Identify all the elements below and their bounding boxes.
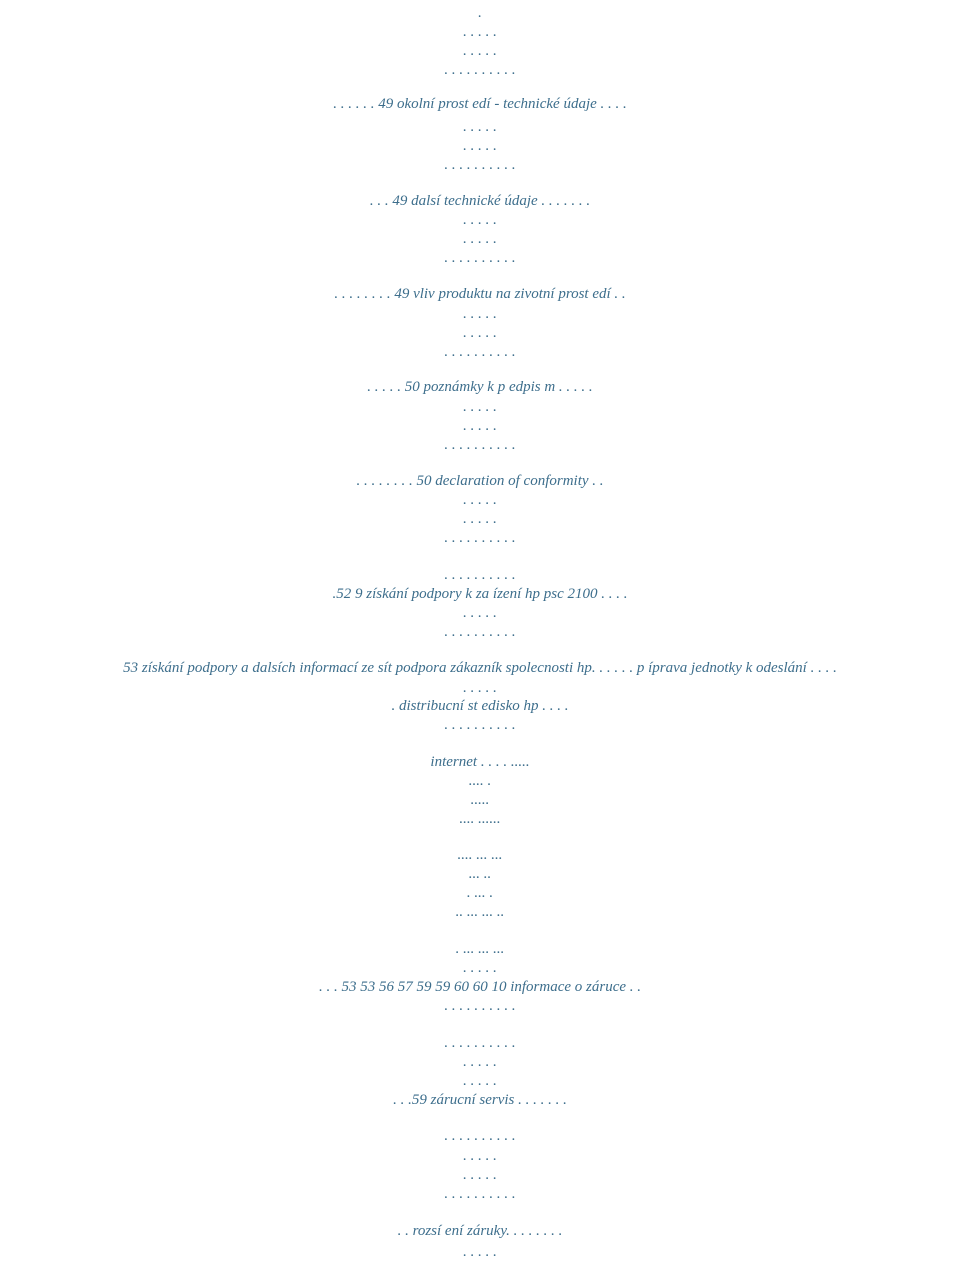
toc-entry-environment-technical-data[interactable]: . . . . . . 49 okolní prost edí - technické údaje . . . . (333, 96, 627, 112)
toc-line: . . . . . (463, 399, 497, 415)
toc-line: . . . . . (463, 1073, 497, 1089)
toc-line: . . . . . . . . . . (444, 250, 516, 266)
toc-line: .... ... ... (457, 847, 503, 863)
toc-line: . . . . . (463, 680, 497, 696)
toc-line: . . . . . (463, 231, 497, 247)
toc-line: . . . . . (463, 1244, 497, 1260)
toc-line: . . . . . . . . . . (444, 998, 516, 1014)
toc-line: . . . . . (463, 212, 497, 228)
toc-entry-regulatory-notes[interactable]: . . . . . 50 poznámky k p edpis m . . . . . (367, 379, 593, 395)
toc-line: . . . . . (463, 1054, 497, 1070)
toc-line: . . . . . . . . . . (444, 1035, 516, 1051)
toc-entry-device-support[interactable]: .52 9 získání podpory k za ízení hp psc 2100 . . . . (332, 586, 628, 602)
toc-entry-internet[interactable]: internet . . . . ..... (430, 754, 530, 770)
toc-line: . . . . . . . . . . (444, 344, 516, 360)
toc-line: . . . . . . . . . . (444, 530, 516, 546)
toc-entry-warranty-information[interactable]: . . . 53 53 56 57 59 59 60 60 10 informace o záruce . . (318, 979, 642, 995)
toc-line: . . . . . (463, 1167, 497, 1183)
toc-line: . . . . . (463, 119, 497, 135)
toc-line: . . . . . . . . . . (444, 1186, 516, 1202)
toc-line: . . . . . . . . . . (444, 157, 516, 173)
toc-line: . . . . . (463, 24, 497, 40)
toc-line: . . . . . . . . . . (444, 437, 516, 453)
toc-line: . . . . . (463, 138, 497, 154)
toc-entry-warranty-service[interactable]: . . .59 zárucní servis . . . . . . . (393, 1092, 567, 1108)
toc-entry-distribution-center[interactable]: . distribucní st edisko hp . . . . (391, 698, 569, 714)
toc-line: . . . . . (463, 511, 497, 527)
toc-entry-environmental-impact[interactable]: . . . . . . . . 49 vliv produktu na zivotní prost edí . . (334, 286, 626, 302)
toc-line: .. ... ... .. (455, 904, 505, 920)
toc-line: . . . . . (463, 492, 497, 508)
toc-line: . ... ... ... (455, 941, 505, 957)
toc-line: . . . . . (463, 43, 497, 59)
toc-entry-warranty-extension[interactable]: . . rozsí ení záruky. . . . . . . . (397, 1223, 563, 1239)
toc-line: ..... (470, 792, 490, 808)
toc-line: . . . . . (463, 605, 497, 621)
toc-entry-declaration-of-conformity[interactable]: . . . . . . . . 50 declaration of conformity . . (356, 473, 604, 489)
toc-entry-other-technical-data[interactable]: . . . 49 dalsí technické údaje . . . . . . . (369, 193, 591, 209)
toc-line: ... .. (468, 866, 492, 882)
toc-line: . . . . . . . . . . (444, 567, 516, 583)
toc-entry-support-and-shipping[interactable]: 53 získání podpory a dalsích informací ze sít podpora zákazník spolecnosti hp. . . . . . p íprava jednotky k odeslání . . . . (123, 660, 837, 676)
toc-line: . . . . . . . . . . (444, 62, 516, 78)
toc-line: . . . . . . . . . . (444, 624, 516, 640)
toc-line: . . . . . (463, 960, 497, 976)
toc-line: . (478, 5, 482, 21)
toc-line: .... . (468, 773, 492, 789)
toc-line: . . . . . (463, 306, 497, 322)
toc-line: . . . . . (463, 418, 497, 434)
toc-line: . . . . . . . . . . (444, 717, 516, 733)
toc-line: .... ...... (459, 811, 501, 827)
toc-line: . ... . (466, 885, 494, 901)
toc-line: . . . . . (463, 1148, 497, 1164)
toc-line: . . . . . (463, 325, 497, 341)
toc-line: . . . . . . . . . . (444, 1128, 516, 1144)
